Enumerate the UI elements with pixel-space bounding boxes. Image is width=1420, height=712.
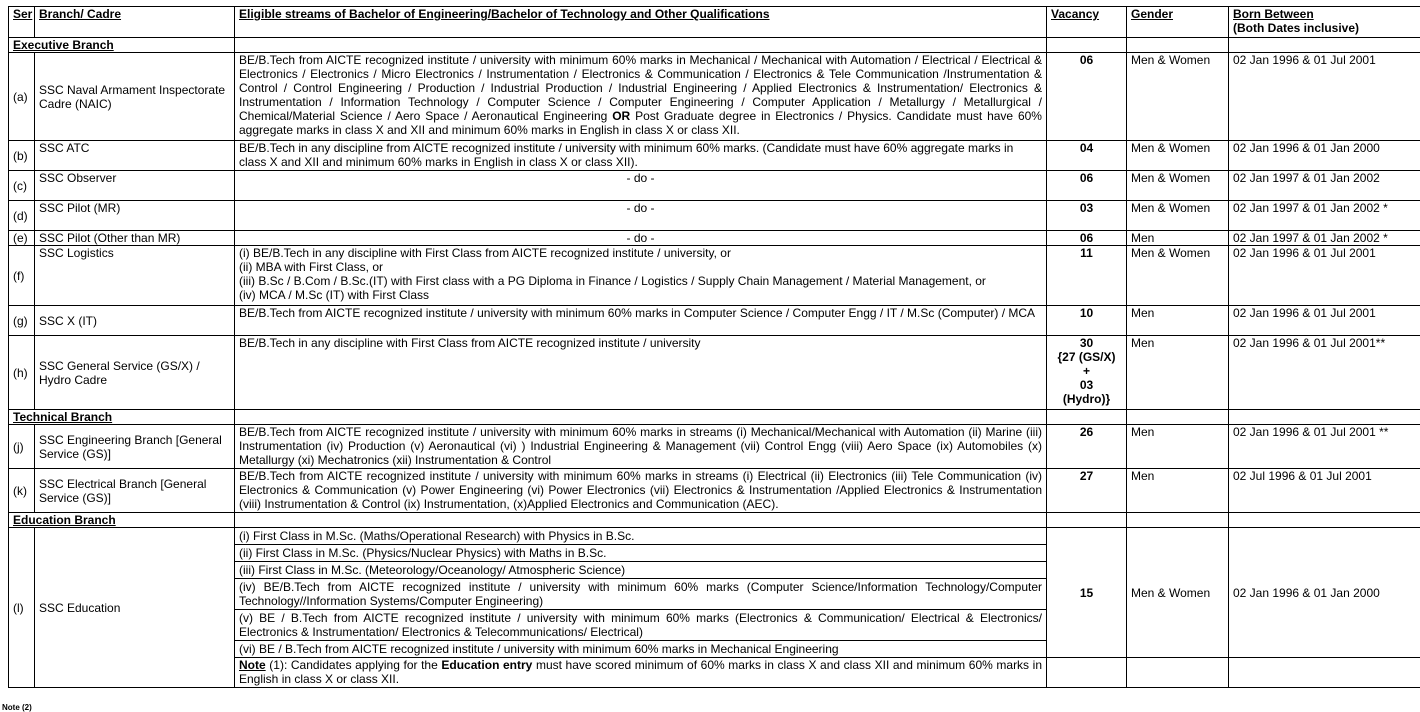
streams-line: (iv) MCA / M.Sc (IT) with First Class bbox=[239, 288, 1042, 302]
gender-cell: Men bbox=[1127, 425, 1229, 469]
gender-cell: Men & Women bbox=[1127, 201, 1229, 231]
vacancy-cell: 26 bbox=[1047, 425, 1127, 469]
note-cell bbox=[235, 658, 1047, 688]
vacancy-line: (Hydro)} bbox=[1051, 392, 1122, 406]
streams-item: (iii) First Class in M.Sc. (Meteorology/Oceanology/ Atmospheric Science) bbox=[235, 562, 1046, 579]
born-cell: 02 Jan 1996 & 01 Jul 2001 bbox=[1229, 53, 1420, 141]
born-cell: 02 Jan 1997 & 01 Jan 2002 * bbox=[1229, 231, 1420, 246]
gender-cell: Men bbox=[1127, 336, 1229, 410]
streams-cell: - do - bbox=[235, 231, 1047, 246]
document-page bbox=[8, 6, 1420, 688]
born-cell: 02 Jan 1997 & 01 Jan 2002 bbox=[1229, 171, 1420, 201]
table-row bbox=[9, 306, 1420, 336]
footer-note-cut: Note (2) bbox=[2, 703, 32, 712]
streams-cell: BE/B.Tech from AICTE recognized institute / university with minimum 60% marks in Computer Science / Computer Engg / IT / M.Sc (Computer) / MCA bbox=[235, 306, 1047, 336]
header-streams: Eligible streams of Bachelor of Engineering/Bachelor of Technology and Other Qualifications bbox=[235, 7, 1047, 38]
vacancy-line: {27 (GS/X) bbox=[1051, 350, 1122, 364]
streams-cell: BE/B.Tech from AICTE recognized institute / university with minimum 60% marks in streams (i) Mechanical/Mechanical with Automation (ii) Marine (iii) Instrumentation (iv) Production (v) Aeronautical (vi) ) Industrial Engineering & Management (vii) Control Engg (viii) Aero Space (ix) Automobiles (x) Metallurgy (xi) Mechatronics (xii) Instrumentation & Control bbox=[235, 425, 1047, 469]
streams-cell: BE/B.Tech in any discipline with First Class from AICTE recognized institute / university bbox=[235, 336, 1047, 410]
ser-cell: (j) bbox=[9, 425, 35, 469]
table-row bbox=[9, 246, 1420, 306]
branch-cell: SSC X (IT) bbox=[35, 306, 235, 336]
ser-cell: (k) bbox=[9, 469, 35, 513]
streams-item: (iv) BE/B.Tech from AICTE recognized institute / university with minimum 60% marks (Computer Science/Information Technology/Computer Technology//Information Systems/Computer Engineering) bbox=[235, 579, 1046, 610]
eligibility-table bbox=[8, 6, 1420, 688]
vacancy-cell: 03 bbox=[1047, 201, 1127, 231]
vacancy-cell: 06 bbox=[1047, 231, 1127, 246]
branch-cell: SSC Observer bbox=[35, 171, 235, 201]
branch-cell: SSC Electrical Branch [General Service (GS)] bbox=[35, 469, 235, 513]
branch-cell: SSC ATC bbox=[35, 141, 235, 171]
section-row-executive bbox=[9, 38, 1420, 53]
header-branch: Branch/ Cadre bbox=[35, 7, 235, 38]
gender-cell: Men bbox=[1127, 231, 1229, 246]
branch-cell: SSC General Service (GS/X) / Hydro Cadre bbox=[35, 336, 235, 410]
ser-cell: (b) bbox=[9, 141, 35, 171]
branch-cell: SSC Education bbox=[35, 528, 235, 688]
section-row-technical bbox=[9, 410, 1420, 425]
ser-cell: (h) bbox=[9, 336, 35, 410]
streams-item: (ii) First Class in M.Sc. (Physics/Nuclear Physics) with Maths in B.Sc. bbox=[235, 545, 1046, 562]
streams-cell: - do - bbox=[235, 171, 1047, 201]
ser-cell: (a) bbox=[9, 53, 35, 141]
header-born bbox=[1229, 7, 1420, 38]
note-entry: Education entry bbox=[441, 658, 532, 672]
header-born-title: Born Between bbox=[1233, 7, 1314, 21]
streams-text: BE/B.Tech from AICTE recognized institute / university with minimum 60% marks in Mechanical / Mechanical with Automation / Electrical / Electrical & Electronics / Electronics / Micro Electronics / Instrumentation / Electronics & Communication / Electronics & Tele Communication /Instrumentation & Control / Control Engineering / Production / Industrial Production / Industrial Engineering / Applied Electronics & Instrumentation/ Electronics & Instrumentation / Information Technology / Computer Science / Computer Engineering / Computer Application / Metallurgy / Metallurgical / Chemical/Material Science / Aero Space / Aeronautical Engineering bbox=[239, 53, 1042, 123]
vacancy-line: 30 bbox=[1051, 336, 1122, 350]
vacancy-cell: 06 bbox=[1047, 53, 1127, 141]
streams-line: (i) BE/B.Tech in any discipline with First Class from AICTE recognized institute / university, or bbox=[239, 246, 1042, 260]
born-cell: 02 Jan 1996 & 01 Jul 2001 bbox=[1229, 246, 1420, 306]
vacancy-cell: 27 bbox=[1047, 469, 1127, 513]
gender-cell: Men & Women bbox=[1127, 141, 1229, 171]
vacancy-cell bbox=[1047, 336, 1127, 410]
streams-item: (vi) BE / B.Tech from AICTE recognized institute / university with minimum 60% marks in Mechanical Engineering bbox=[235, 641, 1046, 657]
vacancy-cell: 10 bbox=[1047, 306, 1127, 336]
table-row bbox=[9, 528, 1420, 658]
branch-cell: SSC Pilot (Other than MR) bbox=[35, 231, 235, 246]
streams-text-post: Post Graduate degree in Electronics / Physics. Candidate must have 60% aggregate marks in class X and XII and minimum 60% marks in English in class X or class XII. bbox=[239, 109, 1042, 137]
gender-cell: Men & Women bbox=[1127, 53, 1229, 141]
streams-cell bbox=[235, 246, 1047, 306]
table-row bbox=[9, 336, 1420, 410]
born-cell: 02 Jan 1996 & 01 Jul 2001** bbox=[1229, 336, 1420, 410]
ser-cell: (l) bbox=[9, 528, 35, 688]
vacancy-cell: 15 bbox=[1047, 528, 1127, 658]
gender-cell: Men & Women bbox=[1127, 528, 1229, 658]
branch-cell: SSC Engineering Branch [General Service (GS)] bbox=[35, 425, 235, 469]
table-row bbox=[9, 53, 1420, 141]
table-row bbox=[9, 469, 1420, 513]
header-row bbox=[9, 7, 1420, 38]
streams-line: (ii) MBA with First Class, or bbox=[239, 260, 1042, 274]
note-text-pre: (1): Candidates applying for the bbox=[266, 658, 442, 672]
section-executive: Executive Branch bbox=[9, 38, 235, 53]
ser-cell: (f) bbox=[9, 246, 35, 306]
vacancy-cell: 06 bbox=[1047, 171, 1127, 201]
section-education: Education Branch bbox=[9, 513, 235, 528]
born-cell: 02 Jan 1996 & 01 Jul 2001 bbox=[1229, 306, 1420, 336]
streams-cell bbox=[235, 53, 1047, 141]
table-row bbox=[9, 231, 1420, 246]
branch-cell: SSC Naval Armament Inspectorate Cadre (NAIC) bbox=[35, 53, 235, 141]
vacancy-line: + bbox=[1051, 364, 1122, 378]
streams-cell: BE/B.Tech from AICTE recognized institute / university with minimum 60% marks in streams (i) Electrical (ii) Electronics (iii) Tele Communication (iv) Electronics & Communication (v) Power Engineering (vi) Power Electronics (vii) Electronics & Instrumentation /Applied Electronics & Instrumentation (viii) Instrumentation & Control (ix) Instrumentation, (x)Applied Electronics and Communication (AEC). bbox=[235, 469, 1047, 513]
born-cell: 02 Jan 1996 & 01 Jan 2000 bbox=[1229, 141, 1420, 171]
vacancy-line: 03 bbox=[1051, 378, 1122, 392]
branch-cell: SSC Logistics bbox=[35, 246, 235, 306]
ser-cell: (c) bbox=[9, 171, 35, 201]
ser-cell: (d) bbox=[9, 201, 35, 231]
or-keyword: OR bbox=[612, 109, 630, 123]
branch-cell: SSC Pilot (MR) bbox=[35, 201, 235, 231]
streams-item: (i) First Class in M.Sc. (Maths/Operational Research) with Physics in B.Sc. bbox=[235, 528, 1046, 545]
ser-cell: (e) bbox=[9, 231, 35, 246]
gender-cell: Men & Women bbox=[1127, 246, 1229, 306]
table-row bbox=[9, 141, 1420, 171]
note-label: Note bbox=[239, 658, 266, 672]
header-vacancy: Vacancy bbox=[1047, 7, 1127, 38]
note-text-post: must have scored minimum of 60% marks in class X and class XII and minimum 60% marks in English in class X or class XII. bbox=[239, 658, 1042, 686]
born-cell: 02 Jan 1996 & 01 Jan 2000 bbox=[1229, 528, 1420, 658]
table-row bbox=[9, 171, 1420, 201]
streams-line: (iii) B.Sc / B.Com / B.Sc.(IT) with First class with a PG Diploma in Finance / Logistics / Supply Chain Management / Material Management, or bbox=[239, 274, 1042, 288]
section-row-education bbox=[9, 513, 1420, 528]
gender-cell: Men bbox=[1127, 306, 1229, 336]
table-row bbox=[9, 425, 1420, 469]
header-gender: Gender bbox=[1127, 7, 1229, 38]
streams-cell: - do - bbox=[235, 201, 1047, 231]
table-row bbox=[9, 201, 1420, 231]
header-ser: Ser bbox=[9, 7, 35, 38]
streams-item: (v) BE / B.Tech from AICTE recognized institute / university with minimum 60% marks (Electronics & Communication/ Electrical & Electronics/ Electronics & Instrumentation/ Electronics & Telecommunications/ Electrical) bbox=[235, 610, 1046, 641]
header-born-sub: (Both Dates inclusive) bbox=[1233, 21, 1359, 35]
streams-cell bbox=[235, 528, 1047, 658]
vacancy-cell: 11 bbox=[1047, 246, 1127, 306]
streams-cell: BE/B.Tech in any discipline from AICTE recognized institute / university with minimum 60% marks. (Candidate must have 60% aggregate marks in class X and XII and minimum 60% marks in English in class X or class XII). bbox=[235, 141, 1047, 171]
born-cell: 02 Jul 1996 & 01 Jul 2001 bbox=[1229, 469, 1420, 513]
ser-cell: (g) bbox=[9, 306, 35, 336]
gender-cell: Men bbox=[1127, 469, 1229, 513]
vacancy-cell: 04 bbox=[1047, 141, 1127, 171]
born-cell: 02 Jan 1997 & 01 Jan 2002 * bbox=[1229, 201, 1420, 231]
born-cell: 02 Jan 1996 & 01 Jul 2001 ** bbox=[1229, 425, 1420, 469]
gender-cell: Men & Women bbox=[1127, 171, 1229, 201]
section-technical: Technical Branch bbox=[9, 410, 235, 425]
